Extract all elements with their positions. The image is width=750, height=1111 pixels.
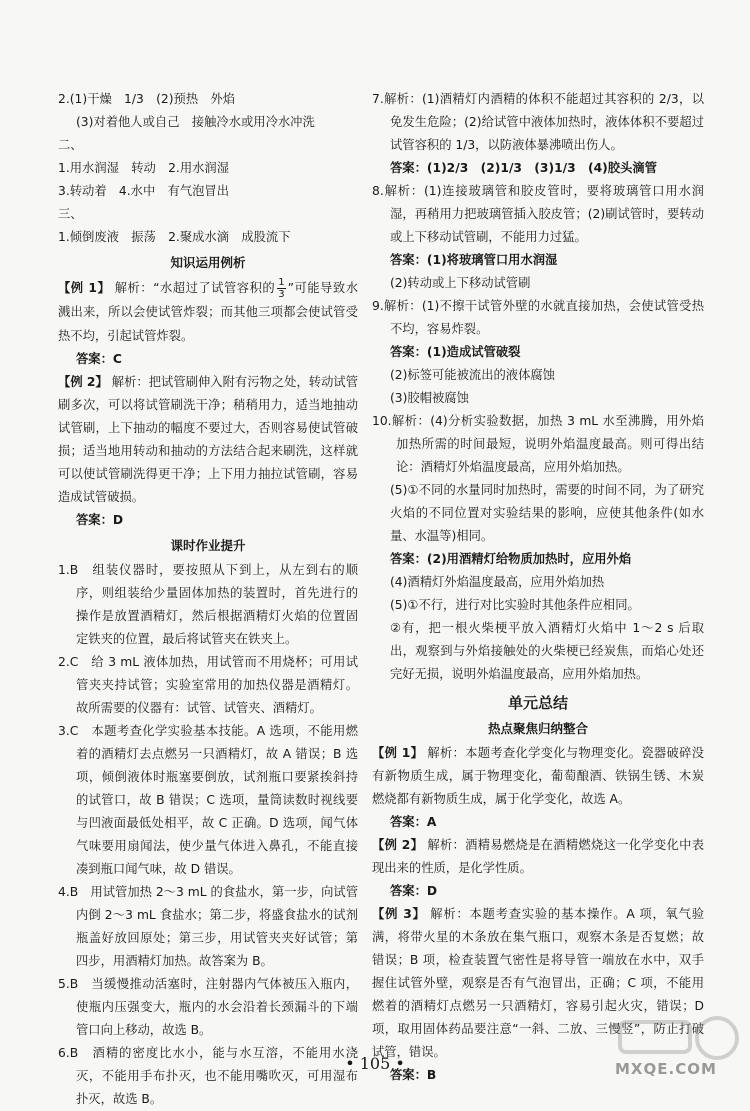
question-answer: 8.解析：(1)连接玻璃管和胶皮管时，要将玻璃管口用水润湿，再稍用力把玻璃管插入胶皮管；(2)刷试管时，要转动或上下移动试管刷，不能用力过猛。 (372, 184, 704, 244)
right-column (372, 88, 704, 1087)
example-label: 【例 2】 (372, 838, 424, 852)
answer-line: 答案：(1)2/3 (2)1/3 (3)1/3 (4)胶头滴管 (390, 161, 657, 175)
question-answer: 4.B 用试管加热 2～3 mL 的食盐水，第一步，向试管内倒 2～3 mL 食盐水；第二步，将盛食盐水的试剂瓶盖好放回原处；第三步，用试管夹夹好试管；第四步，用酒精灯加热。故答案为 B。 (58, 885, 359, 968)
example-text: 解析：酒精易燃烧是在酒精燃烧这一化学变化中表现出来的性质，是化学性质。 (372, 838, 704, 875)
answer-line: 答案：(1)造成试管破裂 (390, 345, 521, 359)
fraction: $\frac{1}{3}$ (278, 277, 285, 300)
example-2 (372, 834, 704, 880)
answer-line: (3)胶帽被腐蚀 (390, 391, 469, 405)
answer-line: ②有，把一根火柴梗平放入酒精灯火焰中 1～2 s 后取出，观察到与外焰接触处的火柴梗已经炭焦，而焰心处还完好无损，说明外焰温度最高，应用外焰加热。 (390, 621, 704, 681)
example-text: 解析：“水超过了试管容积的 (114, 281, 276, 295)
answer-line: 答案：(2)用酒精灯给物质加热时，应用外焰 (390, 552, 632, 566)
example-answer: 答案：D (76, 513, 124, 527)
question-answer: 7.解析：(1)酒精灯内酒精的体积不能超过其容积的 2/3，以免发生危险；(2)给试管中液体加热时，液体体积不要超过试管容积的 1/3，以防液体暴沸喷出伤人。 (372, 92, 704, 152)
page-number: • 105 • (345, 1054, 405, 1073)
answer-line: 答案：(1)将玻璃管口用水润湿 (390, 253, 558, 267)
section-heading: 知识运用例析 (170, 255, 246, 270)
section-heading: 热点聚焦归纳整合 (487, 721, 588, 736)
example-1 (58, 276, 358, 348)
answer-line: (4)酒精灯外焰温度最高，应用外焰加热 (390, 575, 605, 589)
question-answer: 6.B 酒精的密度比水小，能与水互溶，不能用水浇灭，不能用手布扑灭，也不能用嘴吹灭，可用湿布扑灭，故选 B。 (58, 1046, 358, 1106)
example-text: 解析：把试管刷伸入附有污物之处，转动试管刷多次，可以将试管刷洗干净；稍稍用力，适当地抽动试管刷，上下抽动的幅度不要过大，否则容易使试管破损；适当地用转动和抽动的方法结合起来刷洗，这样就可以使试管刷洗得更干净；上下用力抽拉试管刷，容易造成试管破损。 (58, 375, 358, 504)
question-answer: 3.C 本题考查化学实验基本技能。A 选项，不能用燃着的酒精灯去点燃另一只酒精灯，故 A 错误；B 选项，倾倒液体时瓶塞要倒放，试剂瓶口要紧挨斜持的试管口，故 B 错误；C 选项，量筒读数时视线要与凹液面最低处相平，故 C 正确。D 选项，闻气体气味要用扇闻法，使少量气体进入鼻孔，不能直接凑到瓶口闻气味，故 D 错误。 (58, 724, 358, 876)
example-text: ”可能导致水溅出来，所以会使试管炸裂；而其他三项都会使试管受热不均，引起试管炸裂。 (58, 281, 358, 343)
example-1 (372, 742, 704, 811)
example-answer: 答案：B (390, 1068, 437, 1082)
example-answer: 答案：C (76, 352, 122, 366)
example-text: 解析：本题考查化学变化与物理变化。瓷器破碎没有新物质生成，属于物理变化，葡萄酿酒、铁锅生锈、木炭燃烧都有新物质生成，属于化学变化，故选 A。 (372, 746, 704, 806)
answer-line: 2.(1)干燥 1/3 (2)预热 外焰 (58, 92, 236, 106)
left-column (58, 88, 358, 1111)
example-label: 【例 1】 (58, 281, 111, 295)
answer-line: 二、 (58, 138, 83, 152)
example-answer: 答案：D (390, 884, 438, 898)
example-label: 【例 2】 (58, 375, 108, 389)
answer-line: (5)①不同的水量同时加热时，需要的时间不同，为了研究火焰的不同位置对实验结果的影响，应使其他条件(如水量、水温等)相同。 (390, 483, 704, 543)
question-answer: 2.C 给 3 mL 液体加热，用试管而不用烧杯；可用试管夹夹持试管；实验室常用的加热仪器是酒精灯。故所需要的仪器有：试管、试管夹、酒精灯。 (58, 655, 358, 715)
question-answer: 1.B 组装仪器时，要按照从下到上，从左到右的顺序，则组装给少量固体加热的装置时，首先进行的操作是放置酒精灯，然后根据酒精灯火焰的位置固定铁夹的位置，最后将试管夹在铁夹上。 (58, 563, 358, 646)
question-answer: 5.B 当缓慢推动活塞时，注射器内气体被压入瓶内，使瓶内压强变大，瓶内的水会沿着长颈漏斗的下端管口向上移动，故选 B。 (58, 977, 358, 1037)
example-label: 【例 3】 (372, 907, 426, 921)
answer-line: (5)①不行，进行对比实验时其他条件应相同。 (390, 598, 640, 612)
answer-line: 1.倾倒废液 振荡 2.聚成水滴 成股流下 (58, 230, 291, 244)
answer-line: (3)对着他人或自己 接触冷水或用冷水冲洗 (76, 115, 315, 129)
example-2 (58, 371, 358, 509)
section-heading: 课时作业提升 (170, 538, 246, 553)
example-text: 解析：本题考查实验的基本操作。A 项，氧气验满，将带火星的木条放在集气瓶口，观察木条是否复燃；故错误；B 项，检查装置气密性是将导管一端放在水中，双手握住试管外壁，观察是否有气泡冒出，正确；C 项，不能用燃着的酒精灯点燃另一只酒精灯，容易引起火灾，错误；D 项，取用固体药品要注意“一斜、二放、三慢竖”，防止打破试管，错误。 (372, 907, 704, 1059)
question-answer: 10.解析：(4)分析实验数据，加热 3 mL 水至沸腾，用外焰加热所需的时间最短，说明外焰温度最高。则可得出结论：酒精灯外焰温度最高，应用外焰加热。 (372, 414, 704, 474)
answer-line: (2)转动或上下移动试管刷 (390, 276, 531, 290)
watermark-text: MXQE.COM (615, 1060, 717, 1078)
answer-line: (2)标签可能被流出的液体腐蚀 (390, 368, 555, 382)
example-answer: 答案：A (390, 815, 437, 829)
answer-line: 1.用水润湿 转动 2.用水润湿 (58, 161, 230, 175)
unit-summary-title: 单元总结 (507, 694, 568, 712)
answer-line: 三、 (58, 207, 83, 221)
answer-line: 3.转动着 4.水中 有气泡冒出 (58, 184, 230, 198)
example-label: 【例 1】 (372, 746, 424, 760)
question-answer: 9.解析：(1)不擦干试管外壁的水就直接加热，会使试管受热不均，容易炸裂。 (372, 299, 704, 336)
